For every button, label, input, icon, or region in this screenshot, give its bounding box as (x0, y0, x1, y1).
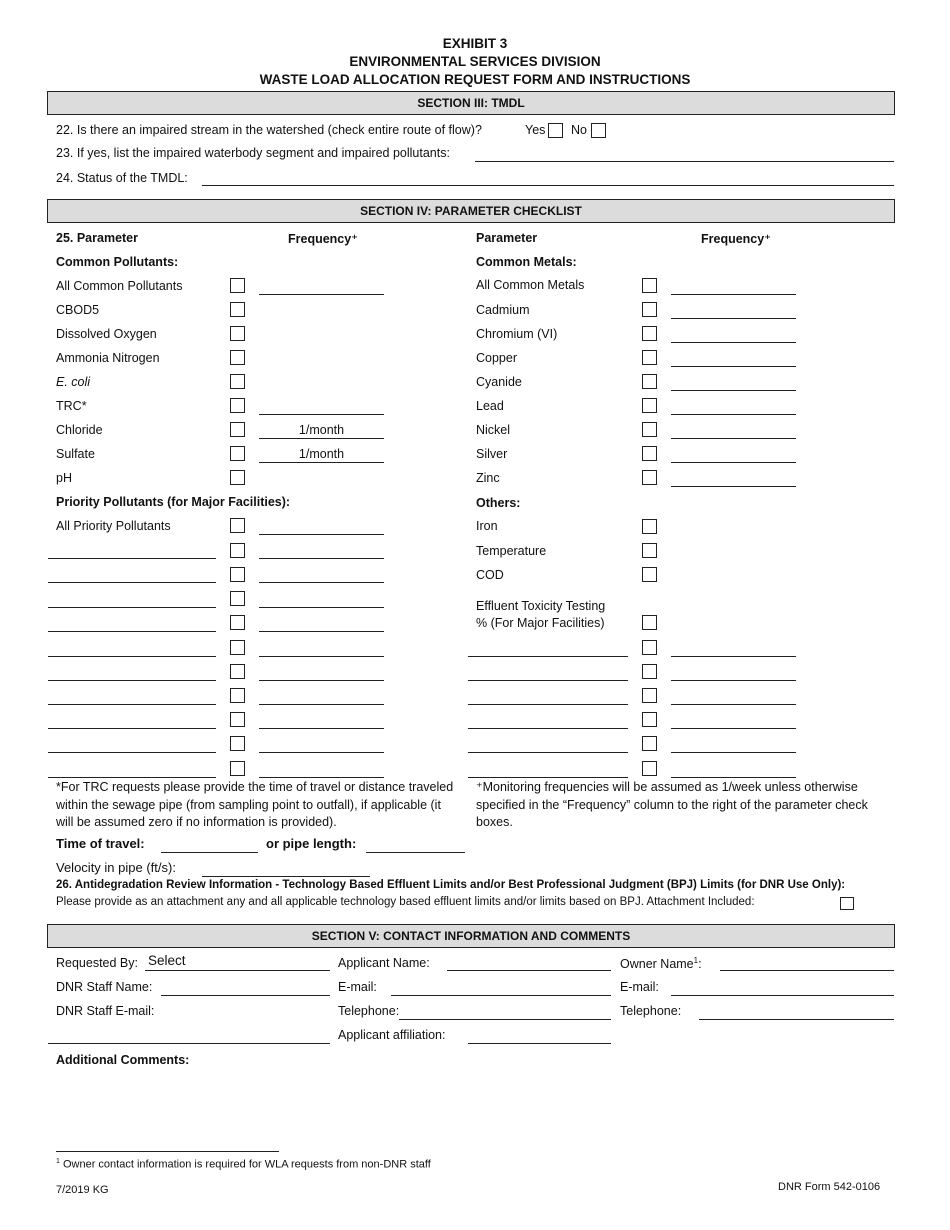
param-checkbox[interactable] (230, 736, 245, 751)
metal-checkbox[interactable] (642, 350, 657, 365)
other-checkbox[interactable] (642, 736, 657, 751)
owner-telephone-field[interactable] (699, 1019, 894, 1020)
other-param-label: COD (476, 568, 504, 582)
q23-label: 23. If yes, list the impaired waterbody segment and impaired pollutants: (56, 146, 450, 160)
param-checkbox[interactable] (230, 326, 245, 341)
param-label: CBOD5 (56, 303, 100, 317)
parameter-name-field[interactable] (468, 656, 628, 657)
metal-checkbox[interactable] (642, 422, 657, 437)
applicant-affiliation-label: Applicant affiliation: (338, 1028, 446, 1042)
owner-name-label: Owner Name$^1$: (620, 956, 702, 972)
frequency-field[interactable] (259, 582, 384, 583)
owner-telephone-label: Telephone: (620, 1004, 682, 1018)
frequency-field[interactable] (671, 366, 796, 367)
trc-note: *For TRC requests please provide the time of travel or distance traveled within the sewage pipe (from sampling point to outfall), if applicable (it will be assumed zero if no information is provided). (56, 780, 454, 829)
other-param-label: Iron (476, 519, 498, 533)
common-metals-heading: Common Metals: (476, 255, 577, 269)
metal-checkbox[interactable] (642, 470, 657, 485)
frequency-field[interactable] (259, 728, 384, 729)
parameter-name-field[interactable] (48, 728, 216, 729)
freq-col-header-right: Frequency⁺ (701, 232, 771, 246)
impaired-waterbody-field[interactable] (475, 161, 894, 162)
param-label: Sulfate (56, 447, 95, 461)
param-checkbox[interactable] (230, 567, 245, 582)
param-checkbox[interactable] (230, 470, 245, 485)
parameter-name-field[interactable] (48, 656, 216, 657)
owner-email-label: E-mail: (620, 980, 659, 994)
frequency-field[interactable] (259, 558, 384, 559)
priority-pollutants-heading: Priority Pollutants (for Major Facilities): (56, 495, 291, 509)
parameter-name-field[interactable] (48, 631, 216, 632)
parameter-name-field[interactable] (468, 777, 628, 778)
param-checkbox[interactable] (230, 543, 245, 558)
exhibit-heading: EXHIBIT 3 (442, 36, 508, 51)
frequency-field[interactable] (671, 390, 796, 391)
param-col-header-left: 25. Parameter (56, 231, 139, 245)
param-checkbox[interactable] (230, 761, 245, 776)
frequency-field[interactable] (259, 607, 384, 608)
metal-checkbox[interactable] (642, 446, 657, 461)
attachment-checkbox[interactable] (840, 897, 854, 910)
yes-checkbox[interactable] (548, 123, 563, 138)
param-label: E. coli (56, 375, 91, 389)
metal-label: All Common Metals (476, 278, 585, 292)
frequency-field[interactable] (259, 704, 384, 705)
metal-checkbox[interactable] (642, 326, 657, 341)
other-checkbox[interactable] (642, 567, 657, 582)
requested-by-line (145, 970, 330, 971)
metal-label: Zinc (476, 471, 500, 485)
frequency-field[interactable] (671, 438, 796, 439)
param-checkbox[interactable] (230, 615, 245, 630)
parameter-name-field[interactable] (48, 777, 216, 778)
param-checkbox[interactable] (230, 278, 245, 293)
no-label: No (571, 123, 587, 137)
other-checkbox[interactable] (642, 543, 657, 558)
frequency-field[interactable] (259, 777, 384, 778)
velocity-field[interactable] (202, 876, 370, 877)
form-title: WASTE LOAD ALLOCATION REQUEST FORM AND INSTRUCTIONS (259, 72, 691, 87)
frequency-field[interactable] (671, 752, 796, 753)
pipe-length-field[interactable] (366, 852, 465, 853)
frequency-field[interactable] (671, 486, 796, 487)
all-priority-label: All Priority Pollutants (56, 519, 171, 533)
param-label: Dissolved Oxygen (56, 327, 157, 341)
param-label: Ammonia Nitrogen (56, 351, 160, 365)
applicant-telephone-label: Telephone: (338, 1004, 400, 1018)
frequency-field[interactable] (671, 318, 796, 319)
frequency-field[interactable] (671, 728, 796, 729)
parameter-name-field[interactable] (48, 582, 216, 583)
no-checkbox[interactable] (591, 123, 606, 138)
time-of-travel-label: Time of travel: (56, 836, 145, 851)
parameter-name-field[interactable] (48, 558, 216, 559)
param-checkbox[interactable] (230, 398, 245, 413)
param-checkbox[interactable] (230, 640, 245, 655)
metal-label: Chromium (VI) (476, 327, 558, 341)
requested-by-label: Requested By: (56, 956, 138, 970)
frequency-field[interactable] (259, 294, 384, 295)
param-label: pH (56, 471, 72, 485)
section-4-header: SECTION IV: PARAMETER CHECKLIST (47, 199, 895, 223)
parameter-name-field[interactable] (48, 704, 216, 705)
sulfate-frequency-value: 1/month (298, 447, 345, 461)
applicant-name-field[interactable] (447, 970, 611, 971)
frequency-field[interactable] (671, 414, 796, 415)
dnr-staff-name-field[interactable] (161, 995, 330, 996)
frequency-field[interactable] (259, 414, 384, 415)
other-checkbox[interactable] (642, 712, 657, 727)
division-heading: ENVIRONMENTAL SERVICES DIVISION (349, 54, 601, 69)
frequency-field[interactable] (259, 656, 384, 657)
metal-label: Lead (476, 399, 504, 413)
toxicity-checkbox[interactable] (642, 615, 657, 630)
metal-checkbox[interactable] (642, 278, 657, 293)
other-param-label: Temperature (476, 544, 547, 558)
frequency-field[interactable] (671, 294, 796, 295)
applicant-name-label: Applicant Name: (338, 956, 430, 970)
frequency-field[interactable] (259, 534, 384, 535)
param-checkbox[interactable] (230, 302, 245, 317)
chloride-frequency-value: 1/month (298, 423, 345, 437)
param-checkbox[interactable] (230, 422, 245, 437)
dnr-staff-email-label: DNR Staff E-mail: (56, 1004, 155, 1018)
other-checkbox[interactable] (642, 519, 657, 534)
frequency-field[interactable] (671, 462, 796, 463)
parameter-name-field[interactable] (48, 680, 216, 681)
applicant-affiliation-field[interactable] (468, 1043, 611, 1044)
parameter-name-field[interactable] (48, 607, 216, 608)
date-code: 7/2019 KG (56, 1184, 109, 1196)
frequency-field[interactable] (671, 656, 796, 657)
other-checkbox[interactable] (642, 688, 657, 703)
param-checkbox[interactable] (230, 350, 245, 365)
frequency-field[interactable] (259, 438, 384, 439)
velocity-label: Velocity in pipe (ft/s): (56, 860, 176, 875)
param-checkbox[interactable] (230, 591, 245, 606)
q22-label: 22. Is there an impaired stream in the watershed (check entire route of flow)? (56, 123, 482, 137)
applicant-telephone-field[interactable] (399, 1019, 611, 1020)
frequency-field[interactable] (671, 342, 796, 343)
other-checkbox[interactable] (642, 664, 657, 679)
freq-col-header-left: Frequency⁺ (288, 232, 358, 246)
pipe-length-label: or pipe length: (266, 836, 357, 851)
toxicity-label-line1: Effluent Toxicity Testing (476, 599, 606, 613)
footnote: $^1$ Owner contact information is required for WLA requests from non-DNR staff (56, 1158, 431, 1171)
frequency-field[interactable] (259, 631, 384, 632)
parameter-name-field[interactable] (48, 752, 216, 753)
metal-checkbox[interactable] (642, 302, 657, 317)
q26-text: Please provide as an attachment any and all applicable technology based effluent limits and/or limits based on BPJ. Attachment Included: (56, 896, 755, 908)
param-checkbox[interactable] (230, 712, 245, 727)
frequency-field[interactable] (671, 680, 796, 681)
frequency-field[interactable] (671, 704, 796, 705)
section-3-header: SECTION III: TMDL (47, 91, 895, 115)
requested-by-dropdown[interactable]: Select (148, 953, 186, 968)
param-label: All Common Pollutants (56, 279, 183, 293)
param-label: Chloride (56, 423, 103, 437)
other-checkbox[interactable] (642, 640, 657, 655)
frequency-note: ⁺Monitoring frequencies will be assumed as 1/week unless otherwise specified in the “Frequency” column to the right of the parameter check boxes. (476, 780, 868, 829)
applicant-email-label: E-mail: (338, 980, 377, 994)
yes-label: Yes (525, 123, 546, 137)
param-checkbox[interactable] (230, 446, 245, 461)
section-5-header: SECTION V: CONTACT INFORMATION AND COMMENTS (47, 924, 895, 948)
parameter-name-field[interactable] (468, 704, 628, 705)
frequency-field[interactable] (259, 680, 384, 681)
footnote-divider (56, 1151, 279, 1152)
additional-comments-label: Additional Comments: (56, 1053, 190, 1067)
owner-email-field[interactable] (671, 995, 894, 996)
toxicity-label-line2: % (For Major Facilities) (476, 616, 605, 630)
other-checkbox[interactable] (642, 761, 657, 776)
param-checkbox[interactable] (230, 664, 245, 679)
q24-label: 24. Status of the TMDL: (56, 171, 188, 185)
param-checkbox[interactable] (230, 374, 245, 389)
param-checkbox[interactable] (230, 518, 245, 533)
time-of-travel-field[interactable] (161, 852, 258, 853)
frequency-field[interactable] (259, 462, 384, 463)
parameter-name-field[interactable] (468, 728, 628, 729)
frequency-field[interactable] (671, 777, 796, 778)
param-col-header-right: Parameter (476, 231, 538, 245)
q26-title: 26. Antidegradation Review Information - Technology Based Effluent Limits and/or Best Professional Judgment (BPJ) Limits (for DNR Use Only): (56, 879, 846, 891)
parameter-name-field[interactable] (468, 752, 628, 753)
metal-checkbox[interactable] (642, 398, 657, 413)
form-number: DNR Form 542-0106 (778, 1181, 881, 1193)
metal-label: Silver (476, 447, 508, 461)
param-label: TRC* (56, 399, 87, 413)
metal-checkbox[interactable] (642, 374, 657, 389)
dnr-staff-name-label: DNR Staff Name: (56, 980, 153, 994)
metal-label: Copper (476, 351, 517, 365)
common-pollutants-heading: Common Pollutants: (56, 255, 179, 269)
metal-label: Nickel (476, 423, 511, 437)
frequency-field[interactable] (259, 752, 384, 753)
tmdl-status-field[interactable] (202, 185, 894, 186)
parameter-name-field[interactable] (468, 680, 628, 681)
owner-name-field[interactable] (720, 970, 894, 971)
metal-label: Cadmium (476, 303, 530, 317)
dnr-staff-email-field[interactable] (48, 1043, 330, 1044)
param-checkbox[interactable] (230, 688, 245, 703)
metal-label: Cyanide (476, 375, 522, 389)
others-heading: Others: (476, 496, 521, 510)
applicant-email-field[interactable] (391, 995, 611, 996)
